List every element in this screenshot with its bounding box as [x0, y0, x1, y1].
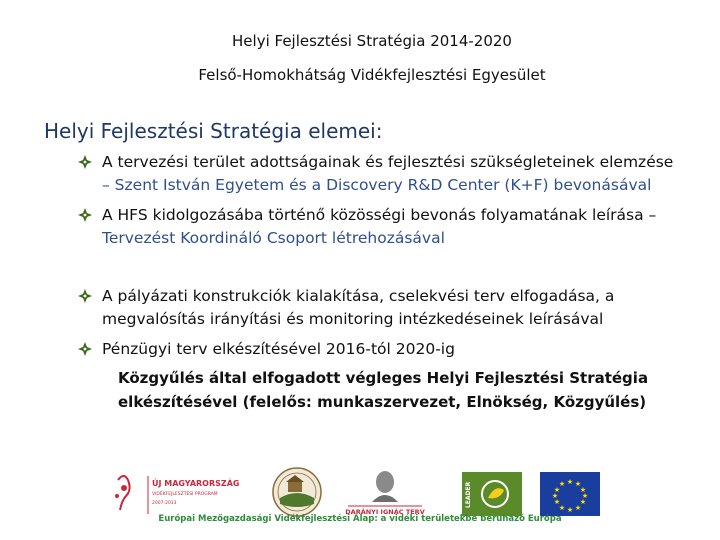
daranyi-text: DARÁNYI IGNÁC TERV [345, 508, 425, 516]
leader-text: LEADER [465, 481, 472, 508]
list-item-line-2: megvalósítás irányítási és monitoring intézkedéseinek leírásával [102, 310, 604, 328]
svg-text:★: ★ [574, 480, 582, 488]
list-item-line-2: – Szent István Egyetem és a Discovery R&D Center (K+F) bevonásával [102, 176, 652, 194]
logos-row [0, 462, 720, 522]
list-item-line-1: Pénzügyi terv elkészítésével 2016-tól 2020-ig [102, 340, 455, 358]
footer-text: Európai Mezőgazdasági Vidékfejlesztési Alap: a vidéki területekbe beruházó Európa [158, 514, 562, 524]
leader-logo [462, 472, 522, 516]
svg-text:★: ★ [558, 480, 566, 488]
list-item [80, 338, 680, 361]
daranyi-ignac-terv-logo [345, 471, 424, 516]
bold-note-line-2: elkészítésével (felelős: munkaszervezet, Elnökség, Közgyűlés) [118, 393, 647, 411]
section-title: Helyi Fejlesztési Stratégia elemei: [44, 119, 383, 143]
farm-emblem-logo [273, 468, 321, 516]
svg-text:★: ★ [553, 486, 561, 494]
program-years-text: 2007-2013 [152, 501, 177, 506]
svg-text:★: ★ [566, 478, 574, 486]
bold-note-line-1: Közgyűlés által elfogadott végleges Helyi Fejlesztési Stratégia [118, 369, 649, 387]
list-item-line-2: Tervezést Koordináló Csoport létrehozásával [102, 229, 445, 247]
uj-magyarorszag-logo [115, 476, 239, 514]
header-line-1: Helyi Fejlesztési Stratégia 2014-2020 [232, 32, 512, 50]
diamond-bullet-icon [78, 285, 96, 303]
eu-flag-icon [540, 472, 600, 516]
svg-text:★: ★ [579, 498, 587, 506]
svg-text:★: ★ [566, 506, 574, 514]
list-item [80, 151, 680, 197]
bold-note [118, 366, 678, 414]
list-item [80, 285, 680, 331]
diamond-bullet-icon [78, 338, 96, 356]
videkfejlesztesi-program-text: VIDÉKFEJLESZTÉSI PROGRAM [152, 492, 218, 497]
diamond-bullet-icon [78, 151, 96, 169]
svg-text:★: ★ [553, 498, 561, 506]
list-item-line-1: A pályázati konstrukciók kialakítása, cselekvési terv elfogadása, a [102, 287, 615, 305]
list-item-line-1: A tervezési terület adottságainak és fejlesztési szükségleteinek elemzése [102, 153, 674, 171]
svg-text:★: ★ [579, 486, 587, 494]
svg-text:★: ★ [581, 492, 589, 500]
svg-text:★: ★ [574, 504, 582, 512]
svg-text:★: ★ [558, 504, 566, 512]
header-line-2: Felső-Homokhátság Vidékfejlesztési Egyesület [198, 66, 546, 84]
list-item-line-1: A HFS kidolgozásába történő közösségi bevonás folyamatának leírása – [102, 206, 657, 224]
diamond-bullet-icon [78, 204, 96, 222]
svg-text:★: ★ [551, 492, 559, 500]
uj-magyarorszag-text: ÚJ MAGYARORSZÁG [152, 479, 240, 488]
list-item [80, 204, 680, 250]
